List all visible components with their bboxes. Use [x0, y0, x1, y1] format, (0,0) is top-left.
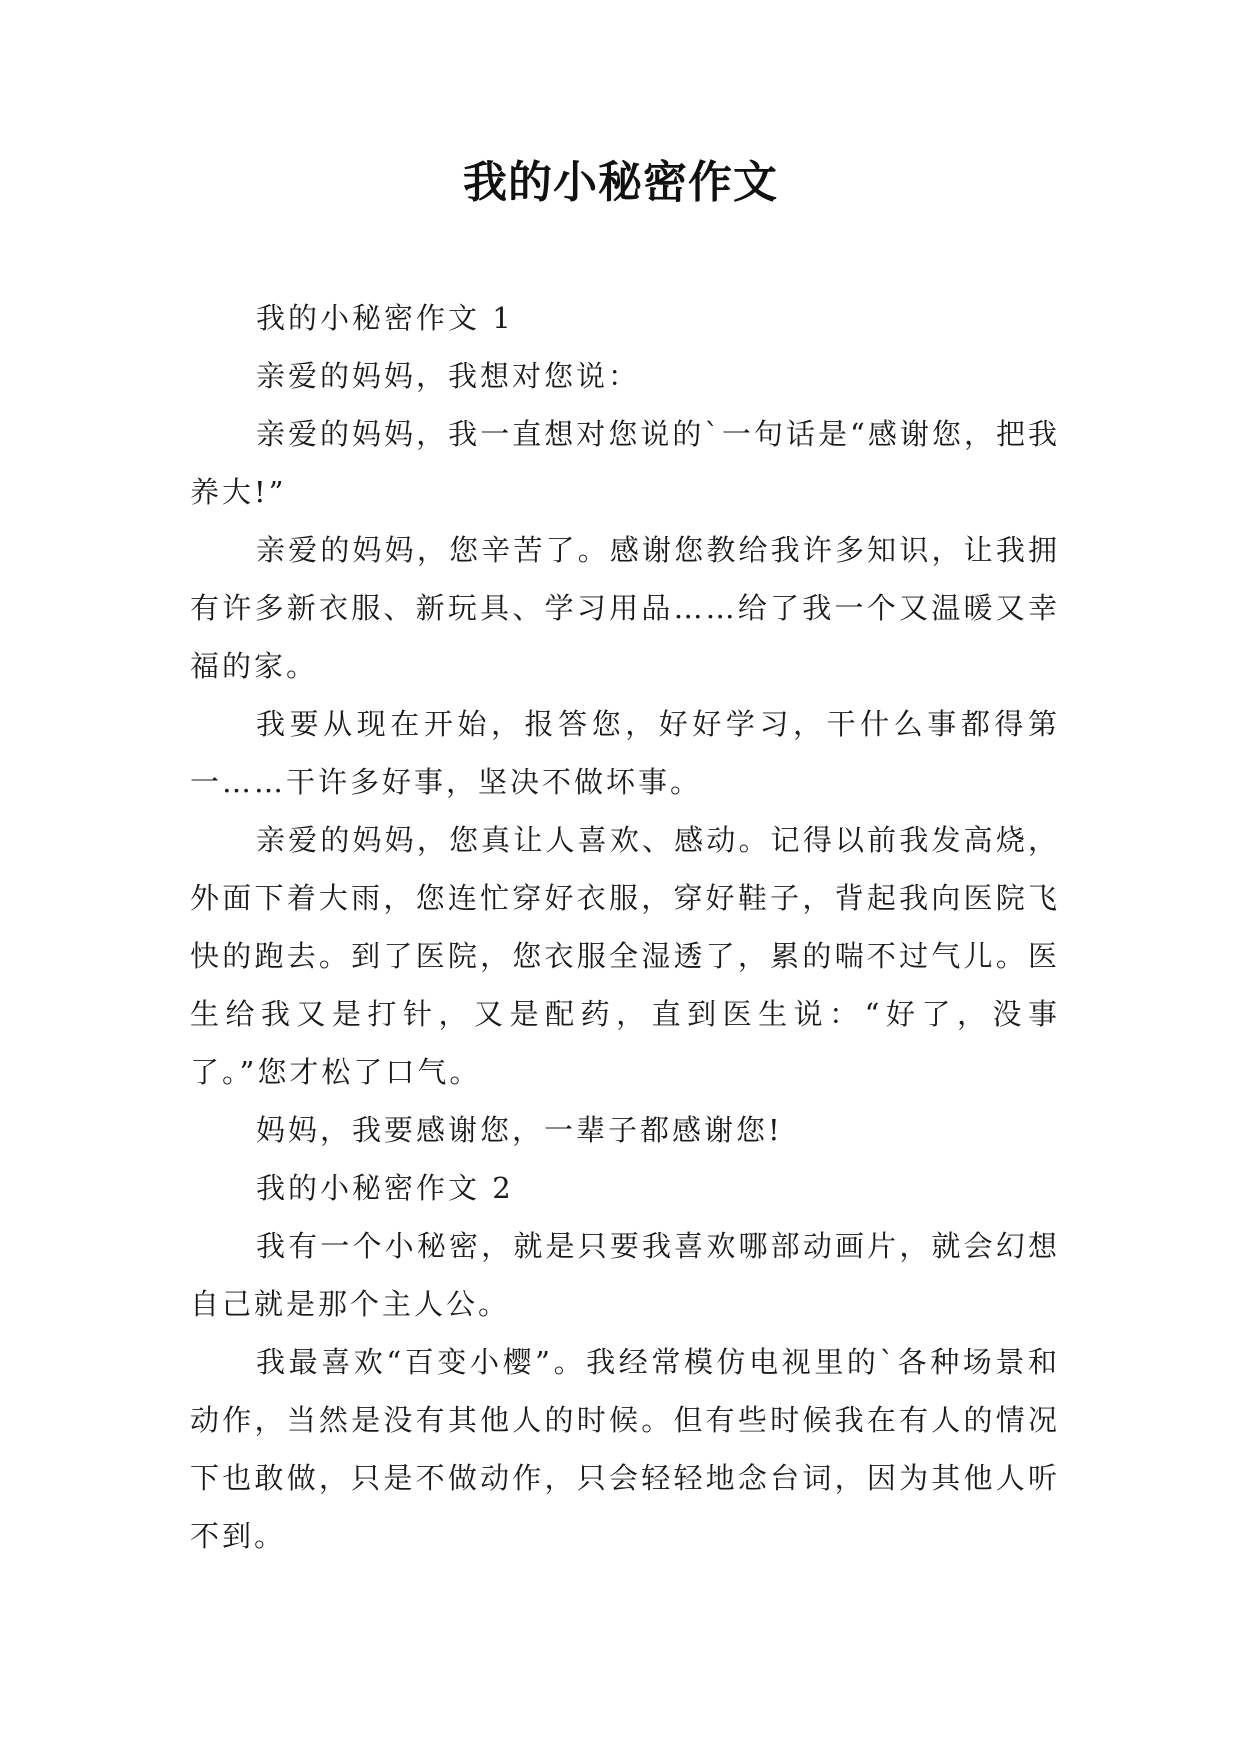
paragraph: 亲爱的妈妈，我想对您说：: [256, 359, 641, 393]
paragraph: 亲爱的妈妈，我一直想对您说的`一句话是“感谢您，把我养大!”: [190, 417, 1060, 509]
section-heading-1: 我的小秘密作文 1: [256, 301, 514, 335]
paragraph: 亲爱的妈妈，您真让人喜欢、感动。记得以前我发高烧，外面下着大雨，您连忙穿好衣服，穿好鞋子，背起我向医院飞快的跑去。到了医院，您衣服全湿透了，累的喘不过气儿。医生给我又是打针，又是配药，直到医生说：“好了，没事了。”您才松了口气。: [190, 823, 1060, 1089]
paragraph: 我要从现在开始，报答您，好好学习，干什么事都得第一……干许多好事，坚决不做坏事。: [190, 707, 1060, 799]
document-body: [190, 289, 1060, 1565]
section-heading-2: 我的小秘密作文 2: [256, 1171, 514, 1205]
paragraph: 亲爱的妈妈，您辛苦了。感谢您教给我许多知识，让我拥有许多新衣服、新玩具、学习用品……给了我一个又温暖又幸福的家。: [190, 533, 1060, 683]
paragraph: 我有一个小秘密，就是只要我喜欢哪部动画片，就会幻想自己就是那个主人公。: [190, 1229, 1060, 1321]
document-title: 我的小秘密作文: [463, 157, 778, 208]
paragraph: 我最喜欢“百变小樱”。我经常模仿电视里的`各种场景和动作，当然是没有其他人的时候。但有些时候我在有人的情况下也敢做，只是不做动作，只会轻轻地念台词，因为其他人听不到。: [190, 1345, 1060, 1553]
paragraph: 妈妈，我要感谢您，一辈子都感谢您!: [256, 1113, 783, 1147]
